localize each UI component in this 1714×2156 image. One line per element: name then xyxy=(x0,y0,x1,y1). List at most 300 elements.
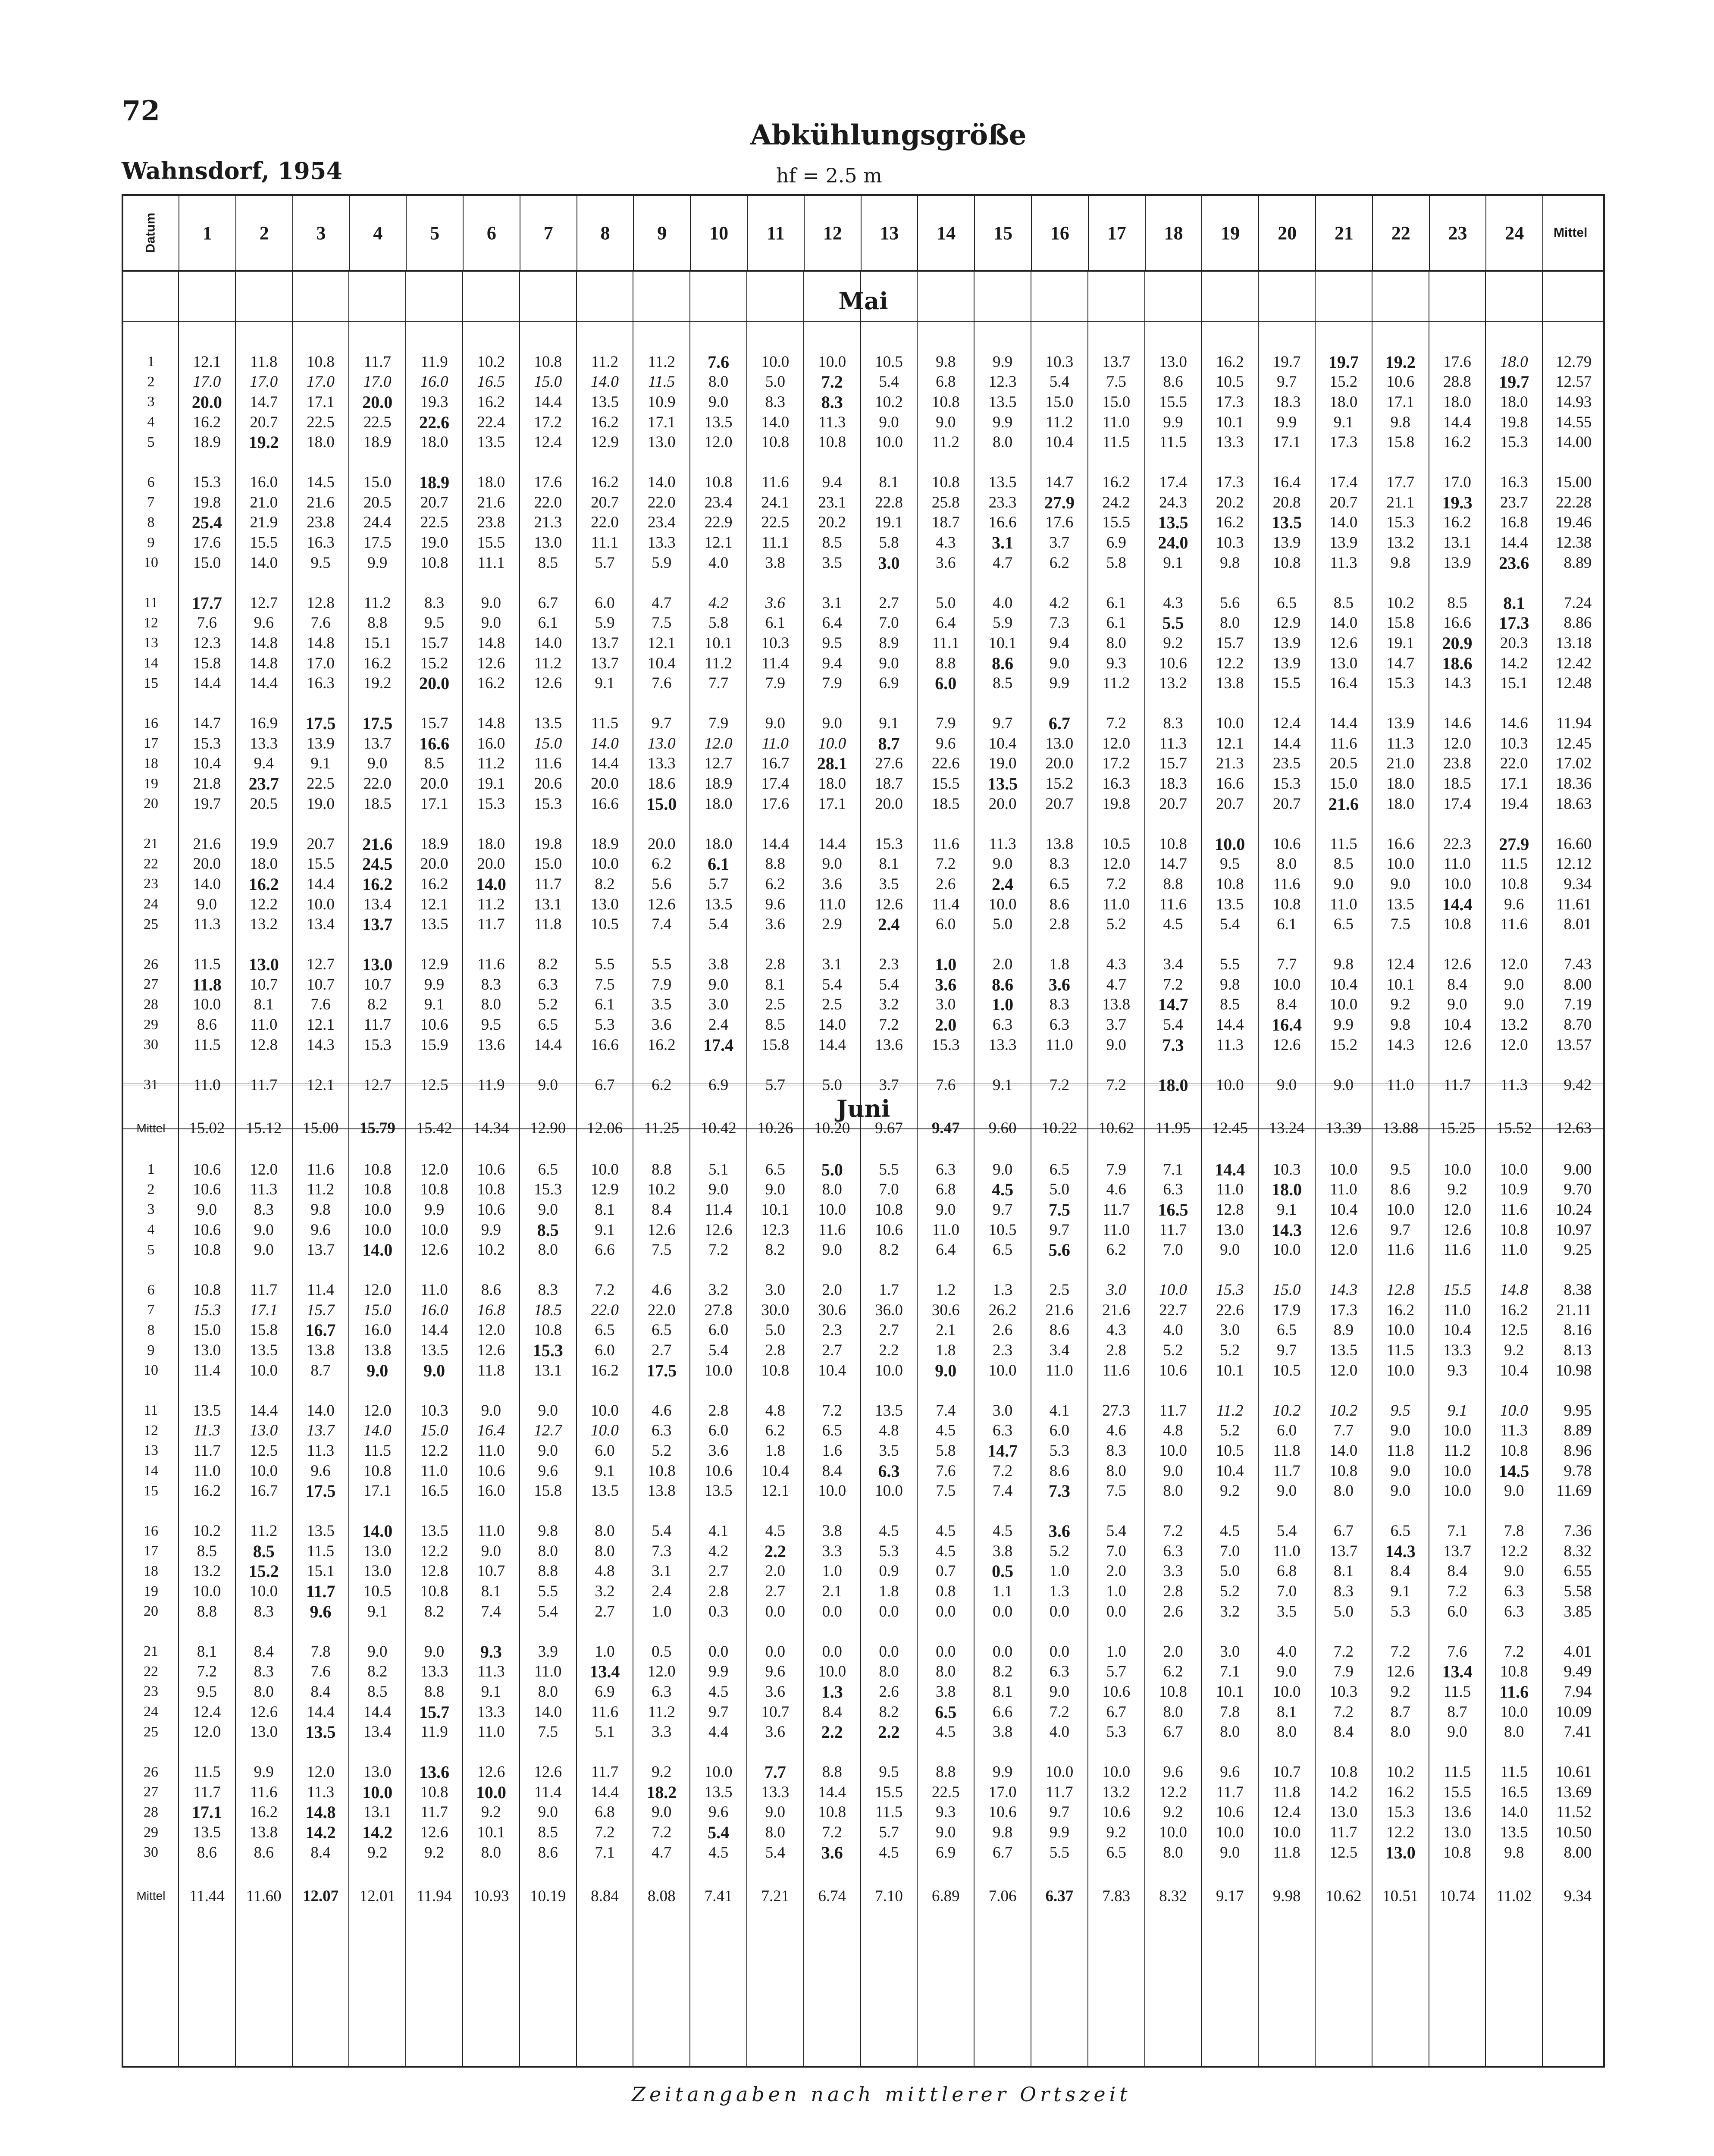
value-cell: 1.0 xyxy=(822,1562,842,1580)
hourly-mean-cell: 12.90 xyxy=(530,1119,566,1138)
value-cell: 9.0 xyxy=(1333,1076,1354,1094)
value-cell: 4.0 xyxy=(1049,1723,1070,1741)
value-cell: 13.8 xyxy=(250,1824,278,1842)
value-cell: 10.8 xyxy=(647,1462,676,1480)
value-cell: 5.6 xyxy=(652,875,672,893)
value-cell: 8.0 xyxy=(595,1542,615,1560)
day-cell: 10 xyxy=(144,555,158,571)
value-cell: 3.4 xyxy=(1163,956,1183,973)
value-cell: 12.1 xyxy=(307,1016,335,1034)
value-cell: 7.5 xyxy=(1390,915,1410,934)
value-cell: 1.1 xyxy=(992,1583,1013,1601)
value-cell: 8.2 xyxy=(367,1663,388,1681)
value-cell: 12.0 xyxy=(1102,734,1131,752)
value-cell: 10.0 xyxy=(1045,1763,1074,1781)
value-cell: 22.7 xyxy=(1159,1301,1187,1319)
value-cell: 6.7 xyxy=(1048,714,1070,733)
value-cell: 13.5 xyxy=(305,1722,336,1742)
value-cell: 3.6 xyxy=(821,1843,843,1862)
table-row xyxy=(123,613,1603,633)
value-cell: 13.5 xyxy=(534,714,562,732)
value-cell: 9.7 xyxy=(992,1200,1013,1219)
value-cell: 9.1 xyxy=(879,714,899,732)
value-cell: 10.0 xyxy=(1272,1241,1301,1259)
value-cell: 10.3 xyxy=(1216,534,1244,552)
value-cell: 12.6 xyxy=(1443,1036,1471,1054)
value-cell: 2.2 xyxy=(879,1341,899,1360)
value-cell: 10.0 xyxy=(875,1361,903,1379)
value-cell: 11.0 xyxy=(932,1221,959,1239)
value-cell: 21.0 xyxy=(1386,755,1415,773)
table-row xyxy=(123,1702,1603,1722)
daily-mean-cell: 14.93 xyxy=(1555,393,1592,411)
day-cell: 21 xyxy=(144,836,158,852)
value-cell: 9.6 xyxy=(538,1462,558,1480)
value-cell: 14.2 xyxy=(362,1823,393,1843)
value-cell: 18.5 xyxy=(931,795,960,813)
value-cell: 9.8 xyxy=(1333,956,1354,973)
value-cell: 16.9 xyxy=(250,714,278,732)
value-cell: 21.3 xyxy=(1216,755,1244,773)
value-cell: 11.0 xyxy=(1046,1361,1073,1379)
value-cell: 10.0 xyxy=(1159,1281,1187,1299)
value-cell: 14.0 xyxy=(193,875,221,893)
hourly-mean-cell: 15.52 xyxy=(1496,1119,1532,1138)
mean-column-header: Mittel xyxy=(1542,196,1598,270)
value-cell: 13.3 xyxy=(647,755,676,773)
table-row xyxy=(123,1220,1603,1240)
value-cell: 5.7 xyxy=(879,1824,899,1842)
value-cell: 8.0 xyxy=(1276,1723,1297,1741)
value-cell: 11.5 xyxy=(1159,433,1187,451)
value-cell: 10.8 xyxy=(1329,1462,1358,1480)
value-cell: 15.5 xyxy=(1443,1783,1471,1801)
value-cell: 9.0 xyxy=(936,1200,956,1219)
value-cell: 3.7 xyxy=(1049,534,1070,552)
value-cell: 16.2 xyxy=(248,874,279,894)
value-cell: 18.7 xyxy=(875,775,903,793)
value-cell: 8.1 xyxy=(765,975,786,993)
value-cell: 9.2 xyxy=(367,1843,388,1861)
value-cell: 22.5 xyxy=(363,413,392,431)
value-cell: 16.7 xyxy=(250,1482,278,1500)
value-cell: 16.7 xyxy=(761,755,790,773)
value-cell: 9.9 xyxy=(1163,413,1183,431)
value-cell: 14.4 xyxy=(1500,534,1528,552)
value-cell: 9.0 xyxy=(708,1181,729,1199)
value-cell: 3.6 xyxy=(935,975,957,994)
value-cell: 0.0 xyxy=(708,1642,729,1661)
value-cell: 12.1 xyxy=(647,634,676,652)
table-row xyxy=(123,1843,1603,1862)
value-cell: 17.5 xyxy=(305,1481,336,1501)
value-cell: 15.5 xyxy=(1159,393,1187,411)
value-cell: 24.0 xyxy=(1158,533,1188,553)
daily-mean-cell: 16.60 xyxy=(1555,835,1592,853)
value-cell: 11.0 xyxy=(1330,895,1357,913)
value-cell: 5.9 xyxy=(652,554,672,572)
value-cell: 2.3 xyxy=(879,956,899,973)
value-cell: 15.0 xyxy=(646,794,677,814)
value-cell: 13.0 xyxy=(193,1341,221,1360)
value-cell: 11.7 xyxy=(1103,1200,1130,1219)
value-cell: 7.7 xyxy=(1333,1422,1354,1440)
value-cell: 20.0 xyxy=(362,392,393,412)
value-cell: 5.1 xyxy=(595,1723,615,1741)
value-cell: 12.8 xyxy=(307,594,335,612)
value-cell: 10.9 xyxy=(647,393,676,411)
value-cell: 5.2 xyxy=(1163,1341,1183,1360)
value-cell: 9.1 xyxy=(595,1462,615,1480)
value-cell: 4.3 xyxy=(936,534,956,552)
value-cell: 10.0 xyxy=(1272,1824,1301,1842)
value-cell: 19.2 xyxy=(248,432,279,452)
value-cell: 3.6 xyxy=(1048,1521,1070,1541)
value-cell: 12.0 xyxy=(363,1281,392,1299)
value-cell: 9.0 xyxy=(708,975,729,993)
value-cell: 15.0 xyxy=(1102,393,1131,411)
value-cell: 7.3 xyxy=(1162,1035,1184,1055)
column-divider xyxy=(1485,270,1486,2066)
table-row xyxy=(123,774,1603,794)
value-cell: 23.5 xyxy=(1272,755,1301,773)
value-cell: 20.0 xyxy=(988,795,1017,813)
value-cell: 11.0 xyxy=(1330,1181,1357,1199)
value-cell: 10.4 xyxy=(1045,433,1074,451)
value-cell: 11.2 xyxy=(705,654,732,672)
value-cell: 7.5 xyxy=(1106,373,1126,391)
value-cell: 5.5 xyxy=(1220,956,1240,973)
value-cell: 9.0 xyxy=(538,1401,558,1420)
value-cell: 11.2 xyxy=(1103,674,1130,693)
value-cell: 11.0 xyxy=(761,734,789,752)
value-cell: 1.8 xyxy=(765,1442,786,1460)
value-cell: 16.2 xyxy=(591,413,619,431)
value-cell: 15.3 xyxy=(193,734,221,752)
value-cell: 12.0 xyxy=(363,1401,392,1420)
value-cell: 18.3 xyxy=(1272,393,1301,411)
value-cell: 14.4 xyxy=(761,835,790,853)
day-cell: 19 xyxy=(144,1583,158,1599)
value-cell: 15.2 xyxy=(248,1561,279,1581)
value-cell: 9.9 xyxy=(992,1763,1013,1781)
value-cell: 2.0 xyxy=(822,1281,842,1299)
value-cell: 8.0 xyxy=(936,1663,956,1681)
value-cell: 4.3 xyxy=(1163,594,1183,612)
value-cell: 7.5 xyxy=(1048,1200,1070,1219)
value-cell: 18.0 xyxy=(250,855,278,873)
value-cell: 18.0 xyxy=(818,775,846,793)
value-cell: 7.0 xyxy=(879,614,899,632)
value-cell: 10.6 xyxy=(193,1181,221,1199)
day-cell: 2 xyxy=(147,1181,155,1197)
value-cell: 3.6 xyxy=(708,1442,729,1460)
value-cell: 17.1 xyxy=(1500,775,1528,793)
value-cell: 6.0 xyxy=(1049,1422,1070,1440)
value-cell: 1.3 xyxy=(992,1281,1013,1299)
value-cell: 10.0 xyxy=(1443,1462,1471,1480)
value-cell: 12.2 xyxy=(420,1442,448,1460)
value-cell: 14.7 xyxy=(1045,473,1074,491)
day-cell: 14 xyxy=(144,655,158,671)
value-cell: 10.0 xyxy=(818,353,846,371)
value-cell: 7.8 xyxy=(1504,1522,1524,1540)
value-cell: 15.3 xyxy=(931,1036,960,1054)
value-cell: 13.2 xyxy=(1159,674,1187,693)
value-cell: 2.1 xyxy=(822,1583,842,1601)
value-cell: 12.0 xyxy=(193,1723,221,1741)
value-cell: 7.2 xyxy=(1049,1703,1070,1721)
value-cell: 10.6 xyxy=(1386,373,1415,391)
value-cell: 12.7 xyxy=(307,956,335,973)
value-cell: 11.5 xyxy=(193,1036,221,1054)
value-cell: 9.1 xyxy=(1390,1583,1410,1601)
value-cell: 4.4 xyxy=(708,1723,729,1741)
value-cell: 9.0 xyxy=(1276,1663,1297,1681)
daily-mean-cell: 7.94 xyxy=(1564,1683,1592,1701)
value-cell: 12.5 xyxy=(1500,1321,1528,1339)
value-cell: 24.5 xyxy=(362,854,393,874)
value-cell: 14.8 xyxy=(250,654,278,672)
hourly-mean-cell: 9.47 xyxy=(931,1119,960,1138)
value-cell: 7.1 xyxy=(1447,1522,1467,1540)
value-cell: 13.9 xyxy=(1386,714,1415,732)
value-cell: 13.4 xyxy=(589,1662,620,1682)
value-cell: 10.6 xyxy=(477,1200,505,1219)
value-cell: 2.8 xyxy=(708,1401,729,1420)
day-cell: 1 xyxy=(147,1161,155,1177)
value-cell: 7.6 xyxy=(1447,1642,1467,1661)
value-cell: 2.6 xyxy=(1163,1602,1183,1620)
value-cell: 18.5 xyxy=(363,795,392,813)
value-cell: 13.6 xyxy=(419,1762,450,1782)
daily-mean-cell: 8.86 xyxy=(1564,614,1592,632)
table-header xyxy=(123,196,1603,272)
value-cell: 9.1 xyxy=(1276,1200,1297,1219)
value-cell: 16.6 xyxy=(419,733,450,753)
value-cell: 3.5 xyxy=(879,875,899,893)
value-cell: 15.7 xyxy=(1216,634,1244,652)
value-cell: 11.4 xyxy=(534,1783,562,1801)
value-cell: 20.8 xyxy=(1272,493,1301,511)
value-cell: 9.0 xyxy=(936,1824,956,1842)
table-row xyxy=(123,1180,1603,1200)
value-cell: 13.5 xyxy=(307,1522,335,1540)
value-cell: 8.0 xyxy=(1220,614,1240,632)
value-cell: 13.0 xyxy=(250,1422,278,1440)
value-cell: 24.4 xyxy=(363,514,392,532)
value-cell: 12.2 xyxy=(1159,1783,1187,1801)
value-cell: 11.4 xyxy=(705,1200,732,1219)
value-cell: 15.3 xyxy=(875,835,903,853)
value-cell: 10.8 xyxy=(761,433,790,451)
value-cell: 0.0 xyxy=(879,1602,899,1620)
value-cell: 10.9 xyxy=(1500,1181,1528,1199)
column-divider xyxy=(974,270,975,2066)
day-cell: 17 xyxy=(144,735,158,752)
column-divider xyxy=(1258,270,1259,2066)
value-cell: 10.3 xyxy=(1045,353,1074,371)
value-cell: 19.8 xyxy=(534,835,562,853)
value-cell: 8.6 xyxy=(481,1281,501,1299)
table-row xyxy=(123,995,1603,1015)
value-cell: 21.6 xyxy=(477,493,505,511)
value-cell: 16.2 xyxy=(193,1482,221,1500)
value-cell: 11.2 xyxy=(250,1522,278,1540)
value-cell: 7.6 xyxy=(197,614,217,632)
value-cell: 0.8 xyxy=(936,1583,956,1601)
value-cell: 14.0 xyxy=(818,1016,846,1034)
value-cell: 6.2 xyxy=(652,855,672,873)
value-cell: 13.5 xyxy=(1216,895,1244,913)
value-cell: 15.3 xyxy=(193,473,221,491)
value-cell: 8.3 xyxy=(821,392,843,412)
value-cell: 6.5 xyxy=(822,1422,842,1440)
hour-column-header: 4 xyxy=(349,196,406,270)
table-row xyxy=(123,1662,1603,1682)
value-cell: 18.0 xyxy=(1500,393,1528,411)
value-cell: 7.5 xyxy=(936,1482,956,1500)
value-cell: 8.5 xyxy=(538,554,558,572)
value-cell: 8.3 xyxy=(1106,1442,1126,1460)
value-cell: 9.6 xyxy=(310,1221,331,1239)
value-cell: 11.0 xyxy=(1216,1181,1244,1199)
daily-mean-cell: 15.00 xyxy=(1555,473,1592,491)
hourly-mean-cell: 11.02 xyxy=(1496,1887,1532,1905)
value-cell: 8.8 xyxy=(822,1763,842,1781)
value-cell: 12.6 xyxy=(647,895,676,913)
value-cell: 9.2 xyxy=(1106,1824,1126,1842)
value-cell: 17.0 xyxy=(307,373,335,391)
daily-mean-cell: 8.32 xyxy=(1564,1542,1592,1560)
hour-column-header: 5 xyxy=(406,196,463,270)
value-cell: 17.2 xyxy=(534,413,562,431)
value-cell: 6.5 xyxy=(935,1702,957,1722)
value-cell: 9.0 xyxy=(992,1160,1013,1178)
value-cell: 6.3 xyxy=(878,1461,900,1481)
daily-mean-cell: 10.50 xyxy=(1555,1824,1592,1842)
value-cell: 15.7 xyxy=(419,1702,450,1722)
value-cell: 23.4 xyxy=(704,493,733,511)
value-cell: 9.0 xyxy=(936,413,956,431)
value-cell: 8.0 xyxy=(1106,634,1126,652)
value-cell: 21.1 xyxy=(1386,493,1415,511)
day-cell: 25 xyxy=(144,1724,158,1740)
value-cell: 10.5 xyxy=(1272,1361,1301,1379)
value-cell: 13.5 xyxy=(193,1401,221,1420)
value-cell: 9.2 xyxy=(1390,1683,1410,1701)
day-cell: 21 xyxy=(144,1643,158,1659)
value-cell: 14.0 xyxy=(591,734,619,752)
value-cell: 13.0 xyxy=(248,955,279,974)
value-cell: 6.3 xyxy=(1504,1602,1524,1620)
value-cell: 3.4 xyxy=(1049,1341,1070,1360)
value-cell: 9.0 xyxy=(1504,1562,1524,1580)
value-cell: 6.2 xyxy=(765,875,786,893)
value-cell: 10.0 xyxy=(1272,1683,1301,1701)
value-cell: 20.7 xyxy=(1329,493,1358,511)
value-cell: 13.5 xyxy=(1158,513,1188,533)
value-cell: 18.0 xyxy=(704,835,733,853)
value-cell: 9.0 xyxy=(879,654,899,672)
value-cell: 11.5 xyxy=(1103,433,1130,451)
value-cell: 10.0 xyxy=(1443,1422,1471,1440)
value-cell: 11.3 xyxy=(307,1783,335,1801)
value-cell: 11.4 xyxy=(761,654,789,672)
hourly-mean-cell: 13.88 xyxy=(1382,1119,1419,1138)
value-cell: 6.2 xyxy=(1163,1663,1183,1681)
value-cell: 16.6 xyxy=(591,1036,619,1054)
value-cell: 10.0 xyxy=(591,1422,619,1440)
value-cell: 17.6 xyxy=(534,473,562,491)
value-cell: 21.6 xyxy=(1045,1301,1074,1319)
value-cell: 2.4 xyxy=(708,1016,729,1034)
value-cell: 17.0 xyxy=(250,373,278,391)
hour-column-header: 23 xyxy=(1429,196,1486,270)
value-cell: 9.5 xyxy=(424,614,445,632)
hourly-mean-cell: 10.22 xyxy=(1041,1119,1078,1138)
value-cell: 18.0 xyxy=(1500,353,1528,371)
table-row xyxy=(123,1341,1603,1360)
value-cell: 10.8 xyxy=(307,353,335,371)
value-cell: 15.3 xyxy=(1272,775,1301,793)
hour-column-header: 1 xyxy=(179,196,235,270)
value-cell: 8.7 xyxy=(310,1361,331,1379)
value-cell: 13.8 xyxy=(1102,996,1131,1014)
value-cell: 14.4 xyxy=(363,1703,392,1721)
value-cell: 14.0 xyxy=(647,473,676,491)
value-cell: 13.7 xyxy=(1329,1542,1358,1560)
value-cell: 20.0 xyxy=(591,775,619,793)
day-cell: 31 xyxy=(144,1077,158,1093)
hourly-mean-cell: 9.67 xyxy=(875,1119,903,1138)
value-cell: 6.0 xyxy=(936,915,956,934)
value-cell: 11.0 xyxy=(193,1462,221,1480)
value-cell: 18.0 xyxy=(477,835,505,853)
day-cell: 23 xyxy=(144,876,158,892)
value-cell: 0.0 xyxy=(936,1602,956,1620)
value-cell: 11.7 xyxy=(477,915,505,934)
value-cell: 11.3 xyxy=(250,1181,278,1199)
value-cell: 22.5 xyxy=(307,413,335,431)
value-cell: 10.2 xyxy=(477,1241,505,1259)
value-cell: 1.0 xyxy=(1106,1583,1126,1601)
value-cell: 2.1 xyxy=(936,1321,956,1339)
value-cell: 12.0 xyxy=(250,1160,278,1178)
value-cell: 13.0 xyxy=(647,433,676,451)
value-cell: 9.3 xyxy=(1106,654,1126,672)
value-cell: 14.0 xyxy=(476,874,506,894)
value-cell: 14.5 xyxy=(307,473,335,491)
value-cell: 10.1 xyxy=(1216,1683,1244,1701)
value-cell: 15.3 xyxy=(1386,514,1415,532)
value-cell: 3.5 xyxy=(1276,1602,1297,1620)
value-cell: 15.5 xyxy=(931,775,960,793)
value-cell: 9.0 xyxy=(822,714,842,732)
value-cell: 6.5 xyxy=(538,1160,558,1178)
value-cell: 15.3 xyxy=(1386,1803,1415,1821)
value-cell: 6.3 xyxy=(1504,1583,1524,1601)
table-row xyxy=(123,432,1603,452)
value-cell: 13.7 xyxy=(1102,353,1131,371)
value-cell: 13.0 xyxy=(1216,1221,1244,1239)
value-cell: 14.3 xyxy=(307,1036,335,1054)
value-cell: 3.6 xyxy=(652,1016,672,1034)
value-cell: 16.8 xyxy=(1500,514,1528,532)
value-cell: 8.5 xyxy=(367,1683,388,1701)
value-cell: 9.2 xyxy=(1390,996,1410,1014)
value-cell: 2.7 xyxy=(708,1562,729,1580)
